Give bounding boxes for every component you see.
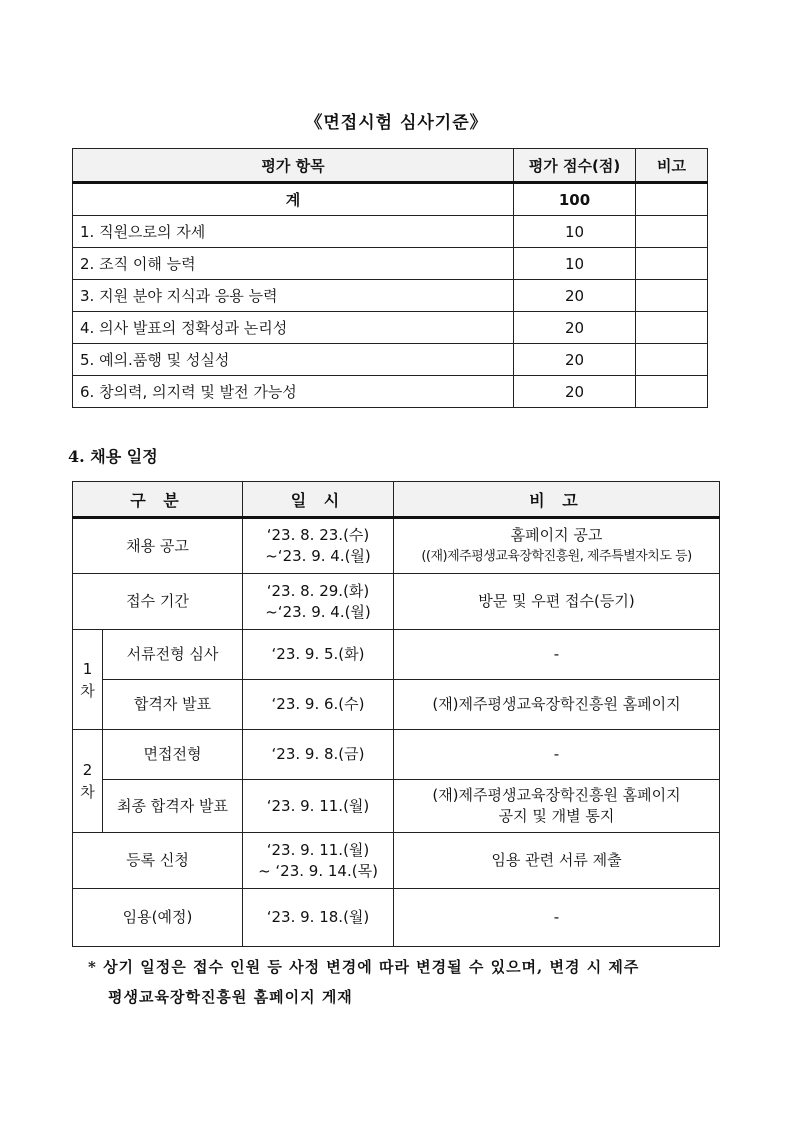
criteria-total-score: 100 — [514, 183, 636, 216]
schedule-label: 합격자 발표 — [103, 680, 243, 730]
schedule-note: 임용 관련 서류 제출 — [394, 833, 720, 889]
group-number: 2 — [82, 761, 93, 779]
criteria-note — [636, 280, 708, 312]
schedule-note: 방문 및 우편 접수(등기) — [394, 574, 720, 630]
criteria-note — [636, 376, 708, 408]
criteria-total-label: 계 — [73, 183, 514, 216]
schedule-note-line: ((재)제주평생교육장학진흥원, 제주특별자치도 등) — [421, 549, 692, 564]
schedule-note-line: 홈페이지 공고 — [510, 526, 603, 544]
group-number: 1 — [82, 659, 93, 678]
schedule-note — [394, 780, 720, 833]
table-row — [73, 889, 720, 947]
schedule-date: ‘23. 9. 5.(화) — [243, 630, 394, 680]
schedule-note-line: 공지 및 개별 통지 — [498, 807, 615, 825]
schedule-label: 임용(예정) — [73, 889, 243, 947]
footnote-line-1: * 상기 일정은 접수 인원 등 사정 변경에 따라 변경될 수 있으며, 변경 시 제주 — [88, 958, 640, 976]
schedule-label: 최종 합격자 발표 — [103, 780, 243, 833]
criteria-score: 10 — [514, 248, 636, 280]
criteria-total-note — [636, 183, 708, 216]
criteria-item: 2. 조직 이해 능력 — [73, 248, 514, 280]
table-row — [73, 780, 720, 833]
table-row — [73, 680, 720, 730]
schedule-note-line: (재)제주평생교육장학진흥원 홈페이지 — [432, 786, 681, 804]
schedule-note: - — [394, 730, 720, 780]
table-row — [73, 833, 720, 889]
schedule-date — [243, 833, 394, 889]
schedule-date — [243, 574, 394, 630]
table-row — [73, 280, 708, 312]
table-row — [73, 312, 708, 344]
schedule-note — [394, 518, 720, 574]
schedule-label: 면접전형 — [103, 730, 243, 780]
criteria-item: 6. 창의력, 의지력 및 발전 가능성 — [73, 376, 514, 408]
criteria-score: 20 — [514, 376, 636, 408]
schedule-table — [72, 481, 720, 947]
criteria-note — [636, 312, 708, 344]
criteria-score: 20 — [514, 280, 636, 312]
table-row — [73, 730, 720, 780]
criteria-total-row — [73, 183, 708, 216]
schedule-label: 등록 신청 — [73, 833, 243, 889]
criteria-header-score: 평가 점수(점) — [514, 149, 636, 183]
table-row — [73, 248, 708, 280]
schedule-group-1 — [73, 630, 103, 730]
schedule-label: 서류전형 심사 — [103, 630, 243, 680]
schedule-label: 접수 기간 — [73, 574, 243, 630]
criteria-header-note: 비고 — [636, 149, 708, 183]
table-row — [73, 574, 720, 630]
schedule-label: 채용 공고 — [73, 518, 243, 574]
criteria-item: 5. 예의.품행 및 성실성 — [73, 344, 514, 376]
criteria-header-item: 평가 항목 — [73, 149, 514, 183]
schedule-date-end: ~‘23. 9. 4.(월) — [265, 547, 371, 565]
schedule-date-end: ~ ‘23. 9. 14.(목) — [258, 861, 378, 880]
table-row — [73, 344, 708, 376]
criteria-score: 20 — [514, 312, 636, 344]
criteria-table — [72, 148, 708, 408]
criteria-score: 20 — [514, 344, 636, 376]
schedule-date-end: ~‘23. 9. 4.(월) — [265, 602, 371, 621]
criteria-note — [636, 216, 708, 248]
group-suffix: 차 — [80, 681, 95, 700]
schedule-header-category: 구 분 — [73, 482, 243, 518]
schedule-note: - — [394, 889, 720, 947]
table-row — [73, 518, 720, 574]
criteria-note — [636, 344, 708, 376]
schedule-date: ‘23. 9. 6.(수) — [243, 680, 394, 730]
footnote — [88, 952, 728, 1012]
schedule-header-row — [73, 482, 720, 518]
schedule-group-2 — [73, 730, 103, 833]
page-title: 《면접시험 심사기준》 — [305, 113, 488, 133]
criteria-item: 1. 직원으로의 자세 — [73, 216, 514, 248]
table-row — [73, 216, 708, 248]
group-suffix: 차 — [80, 783, 95, 801]
schedule-note: - — [394, 630, 720, 680]
table-row — [73, 630, 720, 680]
criteria-header-row — [73, 149, 708, 183]
schedule-date-start: ‘23. 8. 23.(수) — [266, 526, 370, 544]
schedule-date: ‘23. 9. 18.(월) — [243, 889, 394, 947]
schedule-date: ‘23. 9. 11.(월) — [243, 780, 394, 833]
table-row — [73, 376, 708, 408]
schedule-date — [243, 518, 394, 574]
schedule-date-start: ‘23. 9. 11.(월) — [266, 840, 370, 859]
criteria-score: 10 — [514, 216, 636, 248]
criteria-note — [636, 248, 708, 280]
schedule-header-date: 일 시 — [243, 482, 394, 518]
schedule-date-start: ‘23. 8. 29.(화) — [266, 581, 370, 600]
schedule-date: ‘23. 9. 8.(금) — [243, 730, 394, 780]
criteria-item: 3. 지원 분야 지식과 응용 능력 — [73, 280, 514, 312]
section-heading: 4. 채용 일정 — [68, 447, 158, 466]
criteria-item: 4. 의사 발표의 정확성과 논리성 — [73, 312, 514, 344]
footnote-line-2: 평생교육장학진흥원 홈페이지 게재 — [108, 988, 353, 1006]
schedule-note: (재)제주평생교육장학진흥원 홈페이지 — [394, 680, 720, 730]
schedule-header-note: 비 고 — [394, 482, 720, 518]
